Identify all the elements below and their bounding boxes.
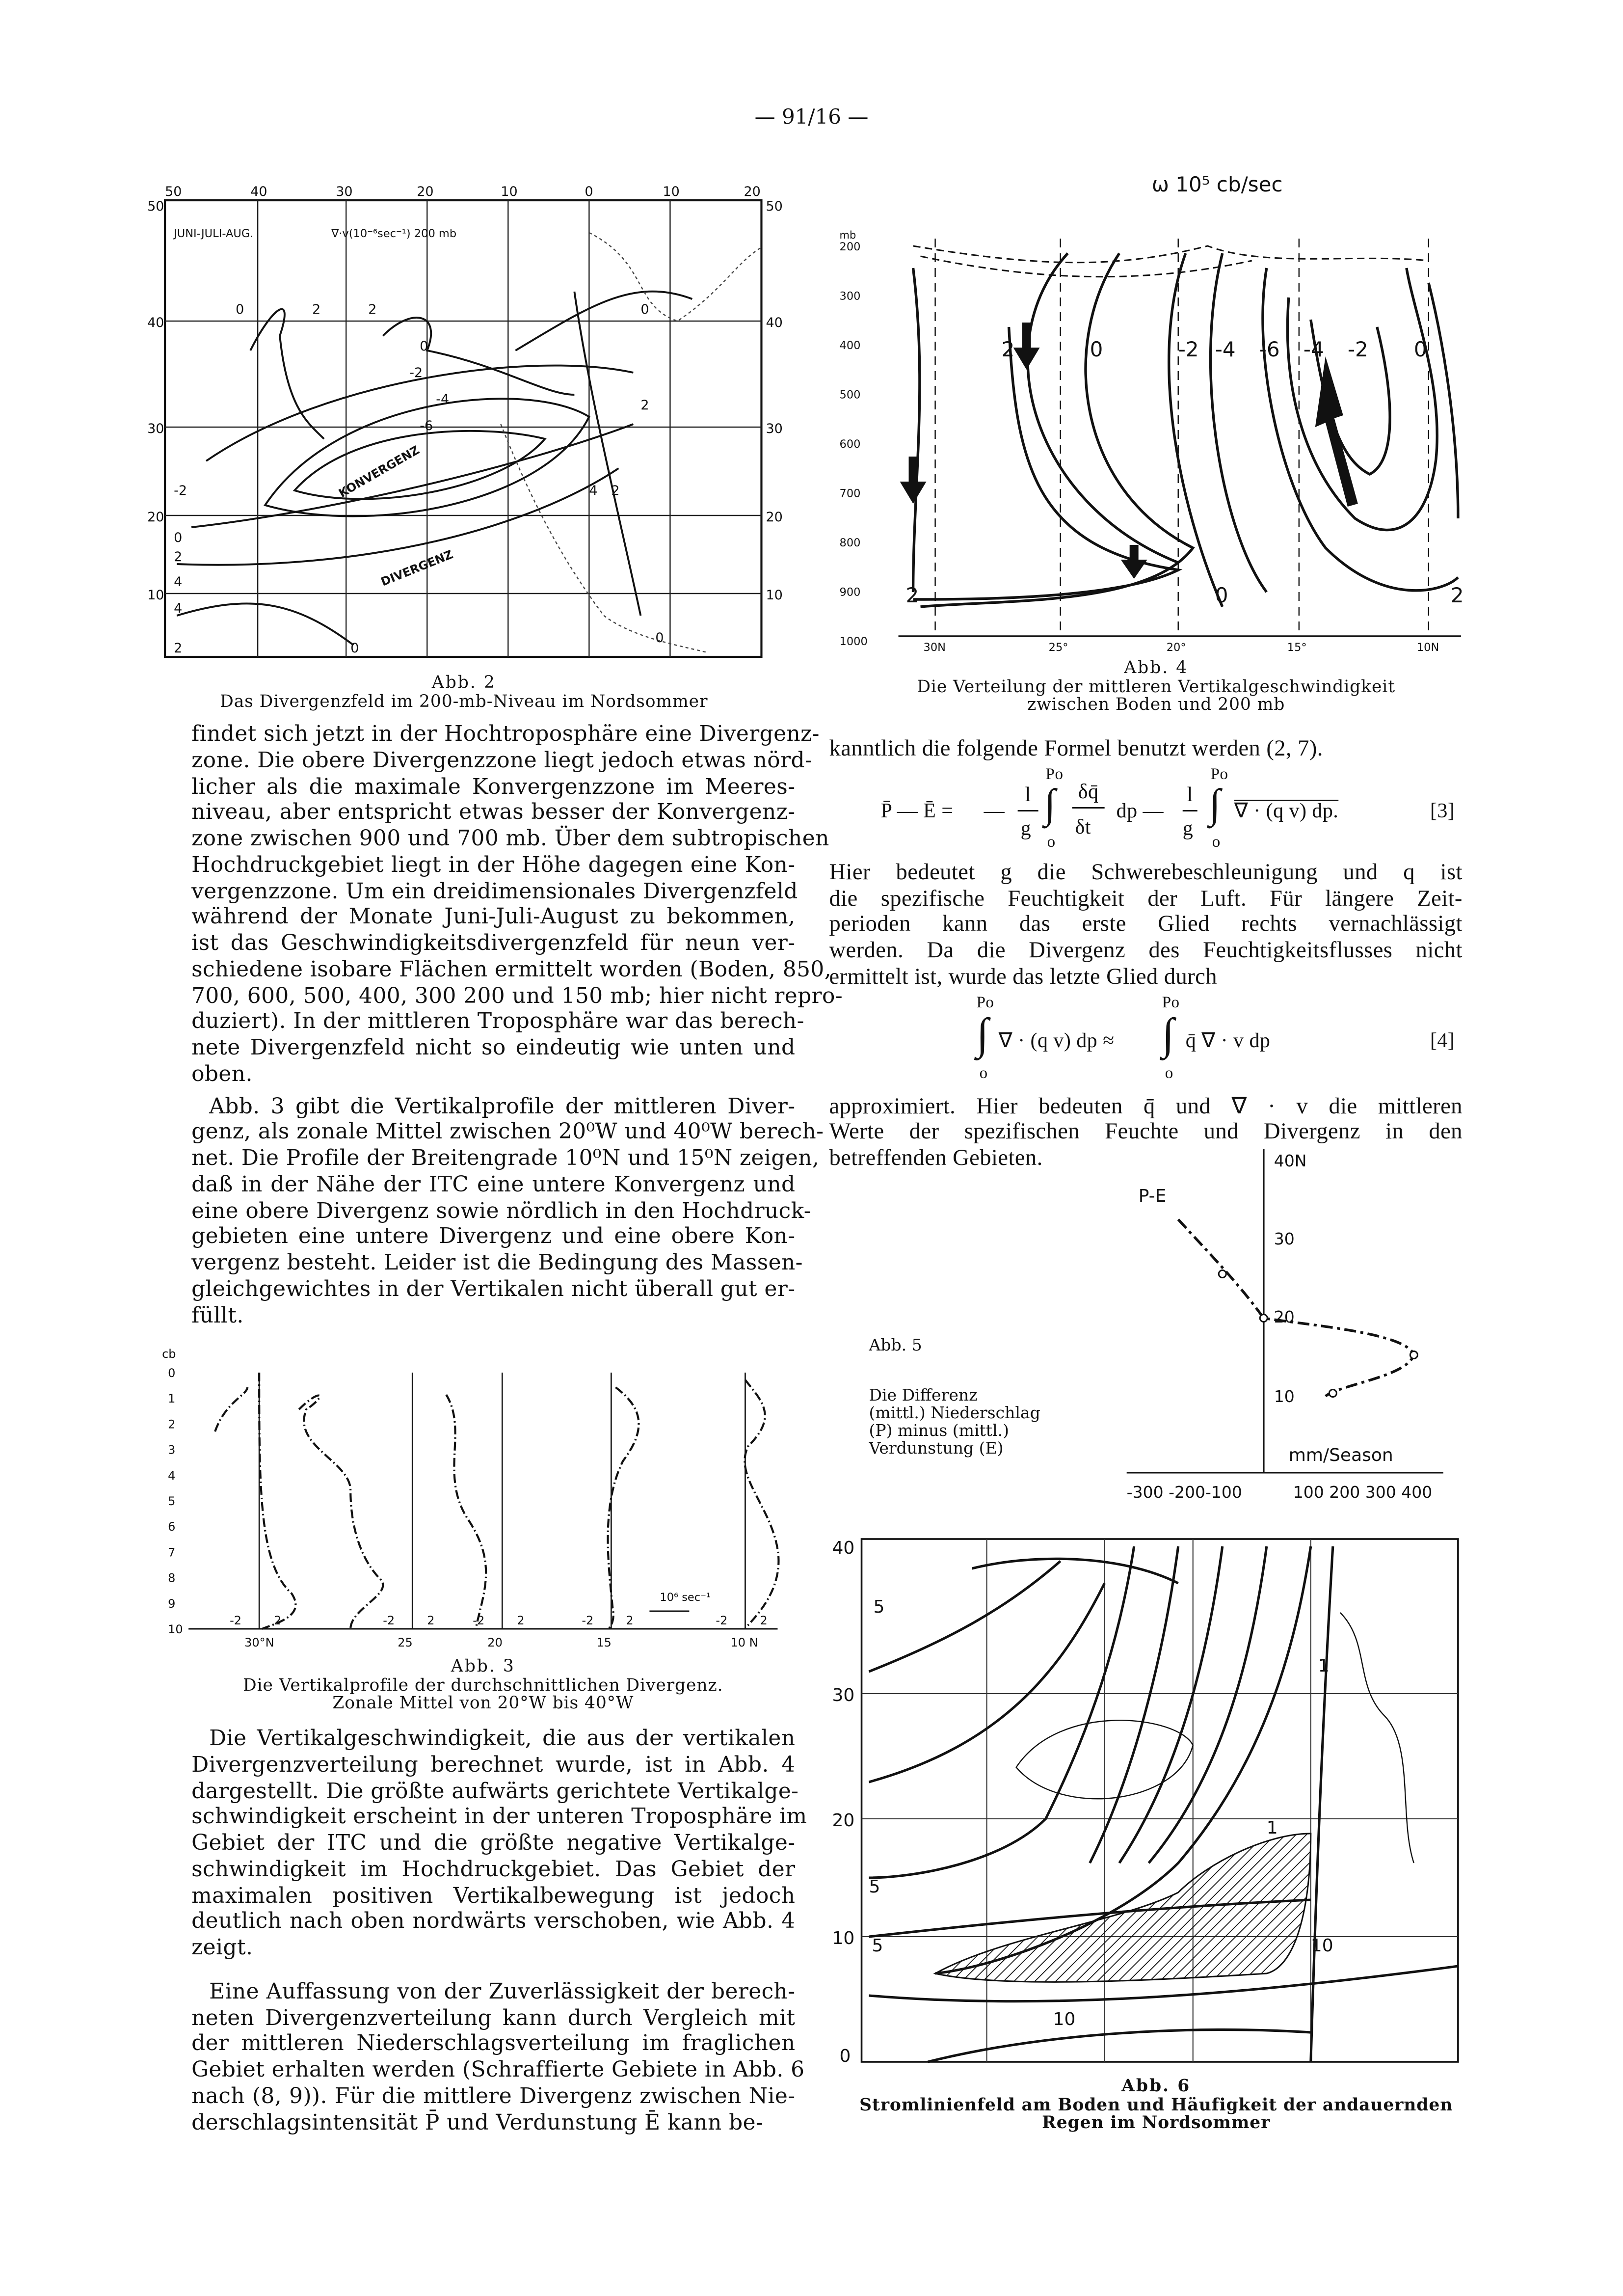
fig2-left-tick: 20	[147, 510, 164, 525]
fig3-scale-value: 2	[517, 1614, 525, 1627]
fig2-contour-label: -2	[174, 483, 187, 498]
fig3-y-tick: 0	[168, 1366, 176, 1380]
fig4-x-tick: 30N	[923, 641, 946, 654]
fig4-y-tick: 1000	[839, 635, 868, 648]
fig6-isoline-label: 10	[1310, 1936, 1333, 1956]
fig6-y-tick: 40	[832, 1538, 855, 1558]
fig3-y-tick: 8	[168, 1571, 176, 1585]
fig5-series-label: P-E	[1138, 1186, 1167, 1206]
fig2-contour-label: 2	[174, 549, 183, 565]
text-line: kanntlich die folgende Formel benutzt werden (2, 7).	[829, 736, 1323, 761]
fig2-left-tick: 10	[147, 588, 164, 603]
text-line: 700, 600, 500, 400, 300 200 und 150 mb; hier nicht repro-	[191, 983, 843, 1008]
text-line: während der Monate Juni-Juli-August zu bekommen,	[191, 904, 796, 930]
fig2-units: ∇·v(10⁻⁶sec⁻¹) 200 mb	[331, 227, 457, 240]
fig2-konvergenz-label: KONVERGENZ	[336, 443, 422, 501]
text-line: net. Die Profile der Breitengrade 10⁰N und 15⁰N zeigen,	[191, 1146, 820, 1171]
eq3-integrand-den: δt	[1075, 817, 1091, 839]
fig6-label: Abb. 6	[1121, 2075, 1191, 2096]
text-line: findet sich jetzt in der Hochtroposphäre eine Divergenz-	[191, 722, 820, 747]
fig2-contour-label: 2	[640, 398, 649, 413]
fig2-contour-label: 4	[174, 574, 183, 590]
text-line: niveau, aber entspricht etwas besser der Konvergenz-	[191, 800, 796, 825]
page-number: — 91/16 —	[754, 106, 869, 130]
eq4-lhs: ∇ · (q v) dp ≈	[998, 1030, 1115, 1053]
paragraph-1	[191, 722, 843, 1088]
fig2-contour-label: 0	[655, 630, 664, 646]
text-line: füllt.	[191, 1302, 244, 1328]
fig6-isoline-label: 1	[1266, 1818, 1278, 1838]
fig2-contour-label: 4	[589, 483, 598, 498]
eq3-frac2-den: g	[1182, 818, 1194, 841]
fig2-contour-label: -6	[420, 418, 433, 433]
eq4-lower2: o	[1165, 1064, 1173, 1082]
equation-4: Po ∫ o ∇ · (q v) dp ≈ Po ∫ o q̄ ∇ · v dp [4]	[976, 993, 1455, 1082]
figure-4-vertical-velocity	[825, 165, 1473, 658]
fig3-caption-line: Zonale Mittel von 20°W bis 40°W	[332, 1692, 634, 1713]
fig3-y-tick: 6	[168, 1520, 176, 1534]
fig3-y-tick: 1	[168, 1392, 176, 1406]
text-line: ist das Geschwindigkeitsdivergenzfeld für neun ver-	[191, 931, 796, 956]
text-line: nete Divergenzfeld nicht so eindeutig wie unten und	[191, 1035, 796, 1060]
fig3-scale-label: 10⁶ sec⁻¹	[660, 1591, 711, 1604]
text-line: nach (8, 9)). Für die mittlere Divergenz zwischen Nie-	[191, 2083, 796, 2109]
text-line: licher als die maximale Konvergenzzone im Meeres-	[191, 774, 796, 799]
fig2-top-tick: 20	[417, 184, 434, 199]
fig2-top-tick: 10	[501, 184, 518, 199]
fig2-left-tick: 40	[147, 315, 164, 330]
fig2-contour-label: 0	[236, 302, 244, 317]
text-line: dargestellt. Die größte aufwärts gerichtete Vertikalge-	[191, 1778, 799, 1804]
fig3-y-tick: 4	[168, 1468, 176, 1483]
paragraph-r2	[829, 860, 1463, 990]
text-line: oben.	[191, 1061, 253, 1087]
fig4-y-tick: 200	[839, 241, 861, 253]
text-line: Divergenzverteilung berechnet wurde, ist in Abb. 4	[191, 1752, 796, 1778]
fig4-y-tick: 300	[839, 290, 861, 303]
fig6-isoline-label: 1	[1318, 1656, 1330, 1676]
eq3-upper: Po	[1045, 765, 1064, 783]
fig2-right-tick: 20	[766, 510, 783, 525]
paragraph-4	[191, 1979, 805, 2136]
fig4-contour-label: 0	[1413, 337, 1427, 361]
eq3-frac-den: g	[1020, 818, 1032, 841]
text-line: Werte der spezifischen Feuchte und Divergenz in den	[829, 1119, 1463, 1145]
fig4-x-tick: 15°	[1287, 641, 1307, 654]
fig5-desc-line: (P) minus (mittl.)	[869, 1421, 1010, 1440]
fig3-scale-value: -2	[473, 1614, 485, 1627]
eq3-number: [3]	[1430, 801, 1455, 823]
fig2-top-tick: 40	[250, 184, 267, 199]
fig3-scale-value: 2	[274, 1614, 282, 1627]
text-line: deutlich nach oben nordwärts verschoben, wie Abb. 4	[191, 1909, 796, 1934]
fig6-caption	[832, 2077, 1480, 2132]
fig3-y-tick: 9	[168, 1596, 176, 1611]
eq4-upper2: Po	[1162, 993, 1180, 1011]
fig4-contour-label: 2	[1001, 337, 1015, 361]
fig4-y-tick: 900	[839, 586, 861, 599]
fig4-label: Abb. 4	[1124, 657, 1189, 677]
fig3-x-tick: 10 N	[730, 1636, 758, 1649]
fig2-right-tick: 40	[766, 315, 783, 330]
text-line: Hier bedeutet g die Schwerebeschleunigung und q ist	[829, 860, 1463, 885]
fig6-caption-line: Regen im Nordsommer	[1042, 2112, 1271, 2133]
fig6-y-tick: 10	[832, 1928, 855, 1948]
eq3-upper2: Po	[1210, 765, 1228, 783]
eq4-lower: o	[979, 1064, 988, 1082]
text-line: betreffenden Gebieten.	[829, 1146, 1043, 1171]
eq4-upper: Po	[976, 993, 994, 1011]
fig5-y-tick: 10	[1274, 1387, 1295, 1406]
text-line: approximiert. Hier bedeuten q̄ und ∇ · v die mittleren	[829, 1093, 1463, 1119]
fig2-divergenz-label: DIVERGENZ	[378, 547, 455, 589]
text-line: Abb. 3 gibt die Vertikalprofile der mittleren Diver-	[209, 1093, 796, 1119]
text-line: schwindigkeit im Hochdruckgebiet. Das Gebiet der	[191, 1857, 796, 1882]
fig5-legend	[869, 1337, 1040, 1458]
eq3-integrand2: ∇ · (q v) dp.	[1234, 801, 1339, 823]
fig3-label: Abb. 3	[451, 1655, 515, 1676]
fig3-y-tick: 2	[168, 1417, 176, 1432]
fig4-x-tick: 25°	[1048, 641, 1068, 654]
paragraph-3	[191, 1726, 807, 1961]
fig5-y-tick: 30	[1274, 1229, 1295, 1248]
text-line: schwindigkeit erscheint in der unteren Troposphäre im	[191, 1804, 807, 1830]
fig5-x-ticks-negative: -300 -200-100	[1126, 1483, 1242, 1502]
eq3-lower2: o	[1212, 833, 1221, 851]
fig3-y-tick: 5	[168, 1494, 176, 1508]
fig2-contour-label: 0	[640, 302, 649, 317]
fig2-contour-label: 2	[312, 302, 321, 317]
fig6-isoline-label: 10	[1053, 2009, 1076, 2029]
text-line: zone. Die obere Divergenzzone liegt jedoch etwas nörd-	[191, 748, 813, 773]
fig4-y-unit: mb	[839, 229, 856, 241]
fig2-top-tick: 30	[336, 184, 353, 199]
fig4-contour-label: -6	[1259, 337, 1280, 361]
fig3-x-tick: 15	[596, 1636, 612, 1649]
fig3-scale-value: -2	[582, 1614, 594, 1627]
text-line: Gebiet der ITC und die größte negative Vertikalge-	[191, 1831, 796, 1856]
fig3-x-tick: 30°N	[244, 1636, 274, 1649]
text-line: schiedene isobare Flächen ermittelt worden (Boden, 850,	[191, 957, 832, 982]
text-line: gleichgewichtes in der Vertikalen nicht überall gut er-	[191, 1276, 796, 1302]
fig2-right-tick: 30	[766, 421, 783, 436]
fig6-y-tick: 30	[832, 1685, 855, 1705]
fig6-y-tick: 0	[839, 2046, 851, 2066]
fig2-contour-label: 2	[368, 302, 377, 317]
fig3-x-tick: 20	[487, 1636, 503, 1649]
text-line: neten Divergenzverteilung kann durch Vergleich mit	[191, 2005, 796, 2030]
fig2-season: JUNI-JULI-AUG.	[174, 227, 254, 240]
fig4-contour-label: 0	[1215, 583, 1228, 607]
fig2-right-tick: 50	[766, 199, 783, 214]
fig5-y-tick: 40N	[1274, 1151, 1307, 1170]
fig2-left-tick: 30	[147, 421, 164, 436]
fig6-isoline-label: 5	[872, 1936, 883, 1956]
text-line: die spezifische Feuchtigkeit der Luft. Für längere Zeit-	[829, 886, 1463, 911]
fig2-contour-label: 2	[174, 641, 183, 656]
fig2-top-tick: 50	[165, 184, 182, 199]
fig5-label: Abb. 5	[869, 1336, 922, 1355]
fig4-contour-label: -4	[1303, 337, 1324, 361]
fig2-caption	[162, 673, 766, 710]
fig2-contour-label: 2	[611, 483, 620, 498]
fig6-caption-line: Stromlinienfeld am Boden und Häufigkeit der andauernden	[859, 2093, 1453, 2114]
fig5-x-ticks-positive: 100 200 300 400	[1293, 1483, 1433, 1502]
fig2-right-tick: 10	[766, 588, 783, 603]
fig4-contour-label: 0	[1090, 337, 1103, 361]
text-line: duziert). In der mittleren Troposphäre war das berech-	[191, 1009, 804, 1034]
fig3-scale-value: 2	[427, 1614, 435, 1627]
fig3-y-tick: 10	[168, 1622, 183, 1636]
fig6-y-tick: 20	[832, 1810, 855, 1831]
figure-2-divergence-map	[147, 174, 795, 667]
fig4-x-tick: 10N	[1416, 641, 1439, 654]
fig2-top-tick: 20	[744, 184, 761, 199]
fig4-contour-label: -2	[1178, 337, 1199, 361]
fig2-label: Abb. 2	[431, 672, 496, 692]
fig6-isoline-label: 5	[873, 1597, 885, 1617]
eq4-rhs: q̄ ∇ · v dp	[1185, 1030, 1271, 1053]
fig4-y-tick: 800	[839, 537, 861, 549]
right-column-text	[829, 736, 1463, 1172]
paragraph-r1	[829, 736, 1463, 762]
text-line: Gebiet erhalten werden (Schraffierte Gebiete in Abb. 6	[191, 2057, 805, 2082]
fig2-top-tick: 10	[663, 184, 680, 199]
figure-6-streamlines	[825, 1524, 1473, 2072]
fig4-y-tick: 700	[839, 487, 861, 500]
fig2-contour-label: 0	[420, 339, 428, 354]
equation-3: P̄ — Ē = — l g Po ∫ o δq̄ δt dp — l g Po ∫ o ∇ · (q v) dp. [3]	[880, 765, 1455, 851]
figure-5-p-minus-e	[825, 1134, 1473, 1517]
eq3-dp: dp —	[1116, 801, 1164, 823]
left-column-lower	[191, 1726, 807, 2136]
text-line: ermittelt ist, wurde das letzte Glied durch	[829, 964, 1218, 990]
fig4-contour-label: 2	[905, 583, 919, 607]
fig4-y-tick: 500	[839, 388, 861, 402]
fig2-caption-text: Das Divergenzfeld im 200-mb-Niveau im Nordsommer	[220, 690, 708, 711]
paragraph-2	[191, 1093, 824, 1329]
fig2-contour-label: -4	[436, 392, 450, 407]
fig5-desc-line: Verdunstung (E)	[869, 1439, 1004, 1458]
text-line: Eine Auffassung von der Zuverlässigkeit der berech-	[209, 1979, 796, 2004]
fig3-y-tick: 3	[168, 1443, 176, 1457]
text-line: perioden kann das erste Glied rechts vernachlässigt	[829, 912, 1463, 937]
fig4-y-tick: 400	[839, 339, 861, 352]
text-line: vergenz besteht. Leider ist die Bedingung des Massen-	[191, 1250, 803, 1275]
fig2-contour-label: 4	[174, 601, 183, 616]
text-line: derschlagsintensität P̄ und Verdunstung Ē kann be-	[191, 2109, 764, 2135]
text-line: werden. Da die Divergenz des Feuchtigkeitsflusses nicht	[829, 938, 1463, 963]
text-line: vergenzzone. Um ein dreidimensionales Divergenzfeld	[191, 878, 798, 904]
fig4-x-tick: 20°	[1166, 641, 1186, 654]
text-line: Die Vertikalgeschwindigkeit, die aus der vertikalen	[209, 1726, 796, 1751]
text-line: der mittleren Niederschlagsverteilung im fraglichen	[191, 2031, 796, 2056]
fig2-left-tick: 50	[147, 199, 164, 214]
fig3-scale-value: 2	[760, 1614, 768, 1627]
fig2-contour-label: 0	[350, 641, 359, 656]
eq3-lhs: P̄ — Ē =	[880, 801, 954, 823]
fig3-y-tick: 7	[168, 1545, 176, 1560]
left-column-upper	[191, 722, 843, 1329]
eq3-lower: o	[1047, 833, 1056, 851]
fig5-desc-line: (mittl.) Niederschlag	[869, 1404, 1040, 1423]
figure-3-vertical-profiles	[159, 1343, 807, 1652]
fig5-unit: mm/Season	[1288, 1445, 1393, 1465]
fig3-scale-value: 2	[626, 1614, 634, 1627]
fig5-y-tick: 20	[1274, 1307, 1295, 1326]
fig3-caption-line: Die Vertikalprofile der durchschnittlichen Divergenz.	[243, 1674, 723, 1695]
fig2-contour-label: -2	[409, 365, 423, 380]
eq4-number: [4]	[1430, 1030, 1455, 1053]
text-line: zeigt.	[191, 1935, 253, 1960]
fig2-contour-label: 0	[174, 530, 183, 545]
text-line: maximalen positiven Vertikalbewegung ist jedoch	[191, 1883, 796, 1908]
fig4-caption-line: Die Verteilung der mittleren Vertikalgeschwindigkeit	[917, 675, 1396, 696]
fig3-scale-value: -2	[383, 1614, 395, 1627]
fig3-scale-value: -2	[716, 1614, 728, 1627]
text-line: Hochdruckgebiet liegt in der Höhe dagegen eine Kon-	[191, 852, 796, 878]
fig3-caption	[159, 1657, 807, 1712]
fig4-contour-label: -2	[1347, 337, 1368, 361]
fig4-caption	[832, 658, 1480, 714]
eq3-integrand-num: δq̄	[1072, 780, 1105, 808]
fig2-top-tick: 0	[585, 184, 593, 199]
fig4-y-tick: 600	[839, 438, 861, 451]
eq3-frac2-num: l	[1183, 783, 1197, 810]
eq3-frac-num: l	[1018, 783, 1038, 810]
text-line: eine obere Divergenz sowie nördlich in den Hochdruck-	[191, 1198, 812, 1223]
text-line: daß in der Nähe der ITC eine untere Konvergenz und	[191, 1172, 796, 1197]
fig3-x-tick: 25	[398, 1636, 413, 1649]
fig4-contour-label: -4	[1215, 337, 1236, 361]
text-line: genz, als zonale Mittel zwischen 20⁰W und 40⁰W berech-	[191, 1119, 824, 1145]
fig4-contour-label: 2	[1450, 583, 1464, 607]
fig5-desc-line: Die Differenz	[869, 1386, 978, 1405]
fig6-isoline-label: 5	[869, 1877, 880, 1897]
fig3-y-unit: cb	[162, 1347, 176, 1361]
text-line: gebieten eine untere Divergenz und eine obere Kon-	[191, 1224, 796, 1249]
text-line: zone zwischen 900 und 700 mb. Über dem subtropischen	[191, 826, 829, 851]
fig4-title: ω 10⁵ cb/sec	[1151, 172, 1283, 196]
fig3-scale-value: -2	[230, 1614, 242, 1627]
fig4-caption-line: zwischen Boden und 200 mb	[1027, 694, 1285, 714]
